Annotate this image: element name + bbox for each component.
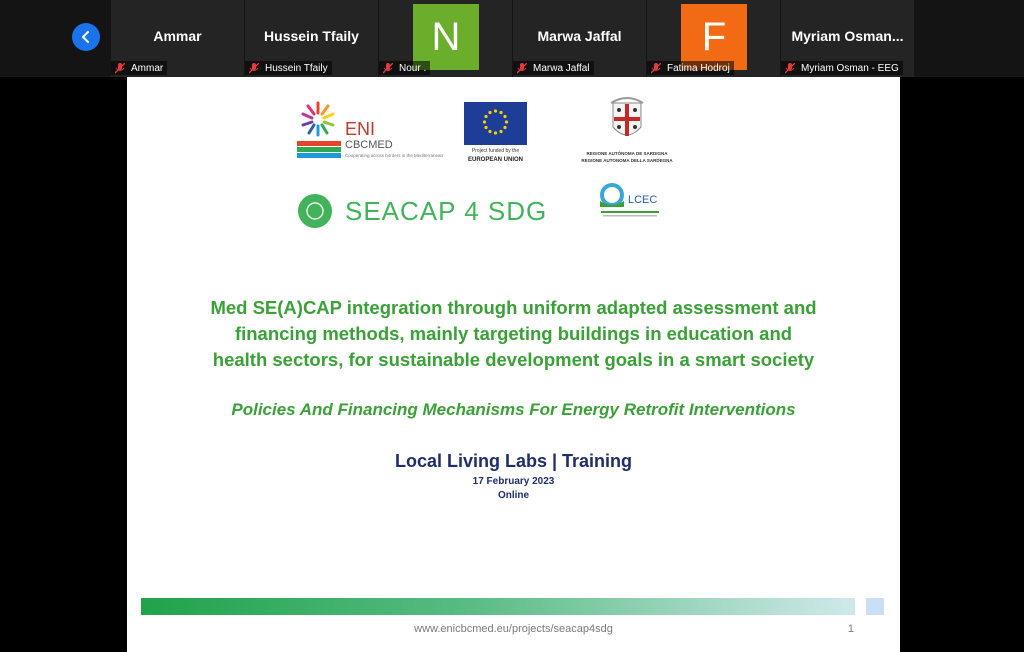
participant-caption — [379, 61, 430, 75]
participant-tile[interactable] — [781, 0, 914, 77]
eu-logo — [464, 102, 527, 163]
seacap-text: SEACAP 4 SDG — [345, 196, 548, 226]
page-number: 1 — [847, 623, 854, 635]
avatar: N — [413, 4, 479, 70]
participant-caption — [513, 61, 594, 75]
event-title: Local Living Labs | Training — [394, 451, 633, 471]
participant-caption — [647, 61, 734, 75]
sardegna-line1: REGIONE AUTÒNOMA DE SARDIGNA — [586, 151, 668, 156]
participant-tile[interactable] — [647, 0, 780, 77]
avatar: F — [681, 4, 747, 70]
participant-caption-text: Marwa Jaffal — [533, 62, 590, 74]
participant-tile[interactable] — [111, 0, 244, 77]
mic-muted-icon — [517, 63, 527, 74]
participant-tile[interactable] — [379, 0, 512, 77]
title-line: Med SE(A)CAP integration through uniform adapted assessment and — [210, 297, 817, 318]
mic-muted-icon — [115, 63, 125, 74]
cbcmed-text: CBCMED — [345, 139, 393, 151]
logo-banner — [127, 77, 900, 237]
footer-url: www.enicbcmed.eu/projects/seacap4sdg — [414, 623, 613, 635]
lcec-text: LCEC — [628, 194, 658, 206]
event-date: 17 February 2023 — [472, 476, 555, 487]
mic-muted-icon — [249, 63, 259, 74]
participant-caption-text: Fatima Hodroj — [667, 62, 730, 74]
participant-caption-text: Hussein Tfaily — [265, 62, 328, 74]
eni-tagline: Cooperating across borders in the Mediterranean — [345, 153, 444, 158]
footer-gradient-bar — [141, 598, 855, 615]
participant-caption-text: Nour . — [399, 62, 427, 74]
mic-muted-icon — [785, 63, 795, 74]
eni-text: ENI — [345, 119, 376, 139]
slide-title — [127, 295, 900, 373]
title-line: financing methods, mainly targeting buildings in education and — [234, 323, 793, 344]
participant-name: Myriam Osman... — [791, 28, 904, 44]
participant-tile[interactable] — [245, 0, 378, 77]
participant-caption — [111, 61, 167, 75]
sardegna-coat-of-arms — [581, 98, 673, 163]
mic-muted-icon — [383, 63, 393, 74]
lcec-logo — [600, 183, 659, 217]
scroll-left-button[interactable] — [72, 23, 100, 51]
eu-line1: Project funded by the — [471, 148, 520, 154]
chevron-left-icon — [78, 29, 94, 45]
shared-slide — [127, 77, 900, 652]
participant-caption — [781, 61, 903, 75]
footer-accent-block — [866, 598, 884, 615]
sardegna-line2: REGIONE AUTONOMA DELLA SARDEGNA — [581, 158, 673, 163]
participant-strip — [0, 0, 1024, 77]
title-line: health sectors, for sustainable development goals in a smart society — [212, 349, 815, 370]
event-mode: Online — [497, 490, 530, 501]
eu-line2: EUROPEAN UNION — [467, 157, 524, 163]
participant-name: Marwa Jaffal — [537, 28, 622, 44]
participant-name: Hussein Tfaily — [264, 28, 359, 44]
mic-muted-icon — [651, 63, 661, 74]
participant-caption-text: Myriam Osman - EEG — [801, 62, 899, 74]
participant-tile[interactable] — [513, 0, 646, 77]
slide-subtitle: Policies And Financing Mechanisms For Energy Retrofit Interventions — [231, 400, 796, 419]
participant-name: Ammar — [153, 28, 202, 44]
eni-cbcmed-logo — [297, 103, 444, 158]
participant-caption-text: Ammar — [131, 62, 164, 74]
participant-caption — [245, 61, 332, 75]
seacap-logo — [298, 194, 547, 228]
